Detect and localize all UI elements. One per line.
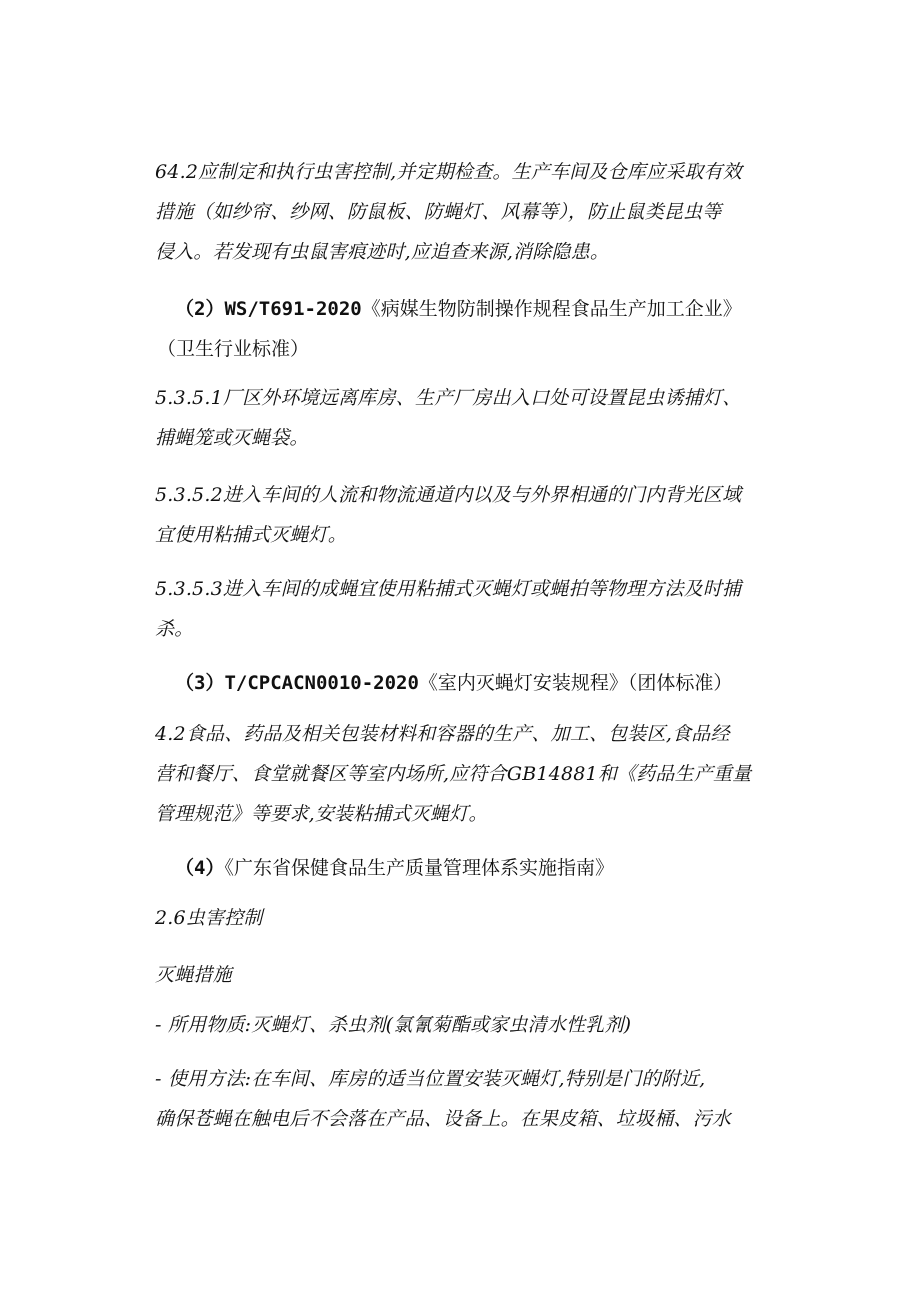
text-line: - 使用方法:在车间、库房的适当位置安装灭蝇灯,特别是门的附近, [155,1068,706,1090]
text-line: 确保苍蝇在触电后不会落在产品、设备上。在果皮箱、垃圾桶、污水 [155,1108,732,1130]
text-line: 5.3.5.2进入车间的人流和物流通道内以及与外界相通的门内背光区域 [155,484,742,506]
heading-title: 《广东省保健食品生产质量管理体系实施指南》 [224,857,614,879]
heading-ws-t691 [157,289,775,369]
text-line: 措施（如纱帘、纱网、防鼠板、防蝇灯、风幕等），防止鼠类昆虫等 [155,201,722,223]
list-item-substances [155,1005,770,1045]
paragraph-fly-measures [155,955,770,995]
text-line: 杀。 [155,618,194,640]
heading-subtitle: （卫生行业标准） [157,338,310,360]
text-line: 捕蝇笼或灭蝇袋。 [155,427,309,449]
text-line: 4.2食品、药品及相关包装材料和容器的生产、加工、包装区,食品经 [155,723,730,745]
text-line: 2.6虫害控制 [155,907,263,929]
paragraph-6-4-2 [155,152,770,272]
paragraph-2-6 [155,898,770,938]
heading-line [175,289,775,329]
paragraph-4-2 [155,714,770,834]
heading-label: （3）T/CPCACN0010-2020 [175,672,419,694]
heading-line [175,663,775,703]
heading-label: （2）WS/T691-2020 [175,298,362,320]
text-line: 管理规范》等要求,安装粘捕式灭蝇灯。 [155,803,488,825]
heading-label: （4） [175,857,225,879]
heading-guangdong-guide [175,848,775,888]
text-line: - 所用物质:灭蝇灯、杀虫剂(氯氰菊酯或家虫清水性乳剂) [155,1014,632,1036]
text-line: 5.3.5.3进入车间的成蝇宜使用粘捕式灭蝇灯或蝇拍等物理方法及时捕 [155,578,742,600]
text-line: 侵入。若发现有虫鼠害痕迹时,应追查来源,消除隐患。 [155,241,610,263]
text-line: 营和餐厅、食堂就餐区等室内场所,应符合GB14881和《药品生产重量 [155,763,752,785]
heading-title: 《病媒生物防制操作规程食品生产加工企业》 [361,298,742,320]
text-line: 64.2应制定和执行虫害控制,并定期检查。生产车间及仓库应采取有效 [155,161,742,183]
text-line: 5.3.5.1厂区外环境远离库房、生产厂房出入口处可设置昆虫诱捕灯、 [155,387,742,409]
heading-line [175,848,775,888]
paragraph-5-3-5-1 [155,378,770,458]
list-item-usage [155,1059,770,1139]
paragraph-5-3-5-2 [155,475,770,555]
heading-t-cpcacn0010 [175,663,775,703]
heading-title: 《室内灭蝇灯安装规程》（团体标准） [418,672,733,694]
paragraph-5-3-5-3 [155,569,770,649]
text-line: 灭蝇措施 [155,964,232,986]
text-line: 宜使用粘捕式灭蝇灯。 [155,524,348,546]
